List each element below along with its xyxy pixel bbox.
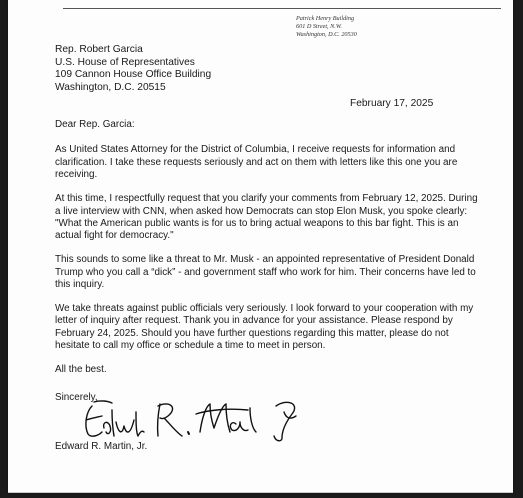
sign-off: Sincerely, (55, 392, 98, 403)
sender-address-line-1: Patrick Henry Building (296, 15, 355, 22)
paragraph-1: As United States Attorney for the District of Columbia, I receive requests for information and clarification. I take these requests seriously and act on them with letters like this one you are receiving. (55, 144, 458, 181)
letter-page (8, 0, 513, 493)
recipient-line-2: U.S. House of Representatives (55, 56, 195, 68)
paragraph-3: This sounds to some like a threat to Mr. Musk - an appointed representative of President Donald Trump who you call a “dick” - and government staff who work for him. Their concerns have led to this inquiry. (55, 254, 476, 291)
sender-address-line-3: Washington, D.C. 20530 (296, 31, 357, 38)
recipient-address (55, 44, 211, 94)
handwritten-signature (78, 392, 308, 444)
salutation: Dear Rep. Garcia: (55, 119, 135, 130)
closing-line: All the best. (55, 364, 107, 376)
paragraph-4: We take threats against public officials very seriously. I look forward to your cooperation with my letter of inquiry after request. Thank you in advance for your assistance. Please respond by February 24, 2025. Should you have further questions regarding this matter, please do not hesitate to call my office or schedule a time to meet in person. (55, 302, 474, 352)
sender-address-line-2: 601 D Street, N.W. (296, 23, 342, 30)
letter-body (55, 119, 485, 388)
recipient-line-3: 109 Cannon House Office Building (55, 69, 212, 80)
signer-name: Edward R. Martin, Jr. (55, 441, 148, 452)
top-rule (63, 8, 501, 9)
recipient-line-4: Washington, D.C. 20515 (55, 81, 166, 93)
sender-address (296, 15, 357, 39)
bottom-rule (8, 492, 513, 493)
paragraph-2: At this time, I respectfully request that you clarify your comments from February 12, 2025. During a live interview with CNN, when asked how Democrats can stop Elon Musk, you spoke clearly: "What the American public wants is for us to bring actual weapons to this bar fight. This is an actual fight for democracy." (55, 193, 478, 242)
letter-date: February 17, 2025 (350, 98, 434, 109)
recipient-line-1: Rep. Robert Garcia (55, 44, 143, 55)
